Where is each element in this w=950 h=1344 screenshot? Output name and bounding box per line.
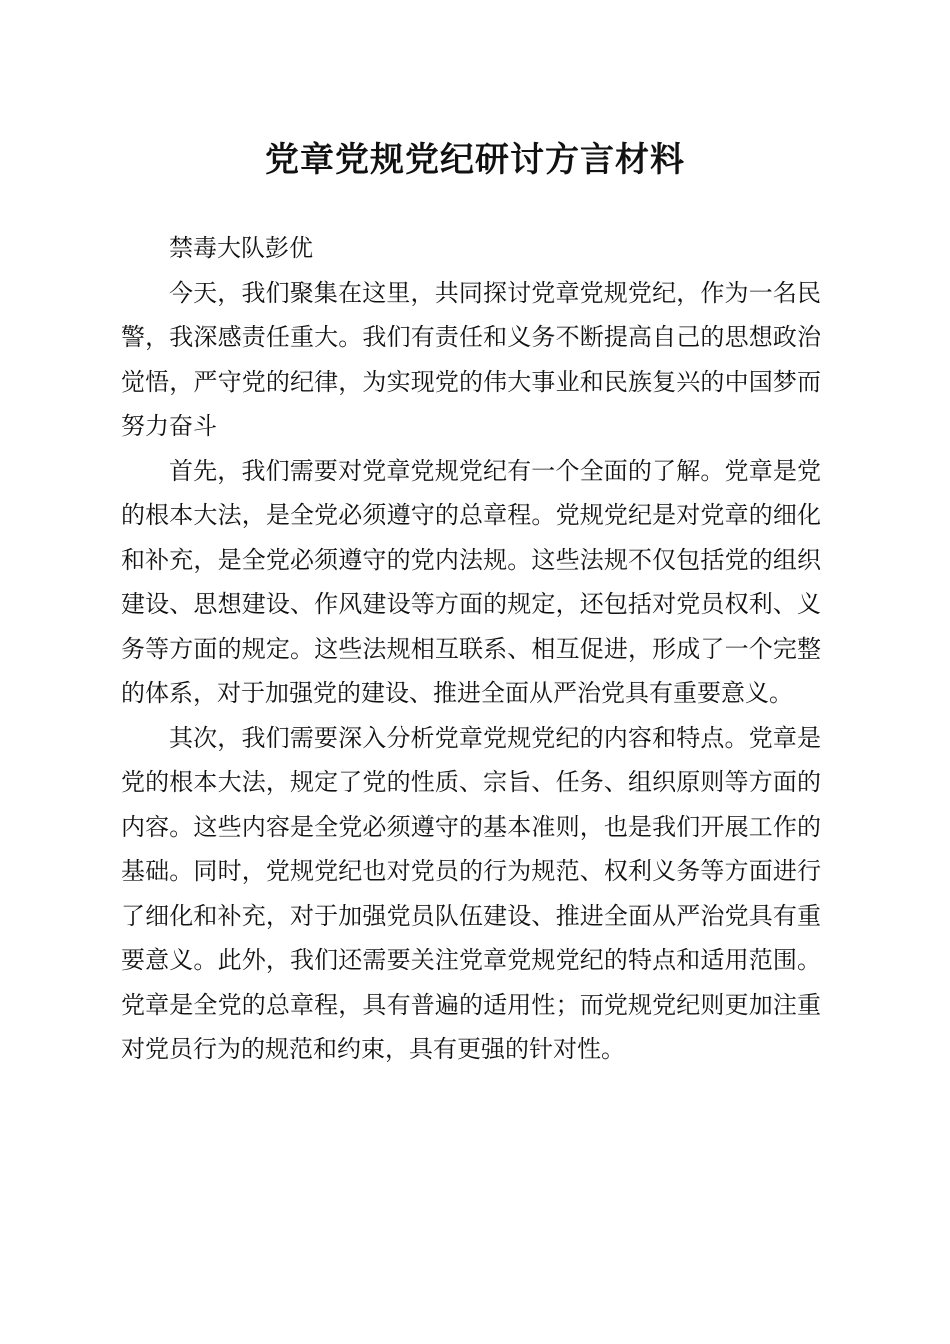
document-title: 党章党规党纪研讨方言材料 <box>265 140 685 180</box>
paragraph-second: 其次，我们需要深入分析党章党规党纪的内容和特点。党章是党的根本大法，规定了党的性质、宗旨、任务、组织原则等方面的内容。这些内容是全党必须遵守的基本准则，也是我们开展工作的基础。同时，党规党纪也对党员的行为规范、权利义务等方面进行了细化和补充，对于加强党员队伍建设、推进全面从严治党具有重要意义。此外，我们还需要关注党章党规党纪的特点和适用范围。党章是全党的总章程，具有普遍的适用性；而党规党纪则更加注重对党员行为的规范和约束，具有更强的针对性。 <box>121 723 821 1063</box>
author-line: 禁毒大队彭优 <box>169 234 313 262</box>
paragraph-intro: 今天，我们聚集在这里，共同探讨党章党规党纪，作为一名民警，我深感责任重大。我们有责任和义务不断提高自己的思想政治觉悟，严守党的纪律，为实现党的伟大事业和民族复兴的中国梦而努力奋斗 <box>121 278 821 440</box>
document-body <box>121 226 821 1072</box>
paragraph-first: 首先，我们需要对党章党规党纪有一个全面的了解。党章是党的根本大法，是全党必须遵守的总章程。党规党纪是对党章的细化和补充，是全党必须遵守的党内法规。这些法规不仅包括党的组织建设、思想建设、作风建设等方面的规定，还包括对党员权利、义务等方面的规定。这些法规相互联系、相互促进，形成了一个完整的体系，对于加强党的建设、推进全面从严治党具有重要意义。 <box>121 456 821 707</box>
